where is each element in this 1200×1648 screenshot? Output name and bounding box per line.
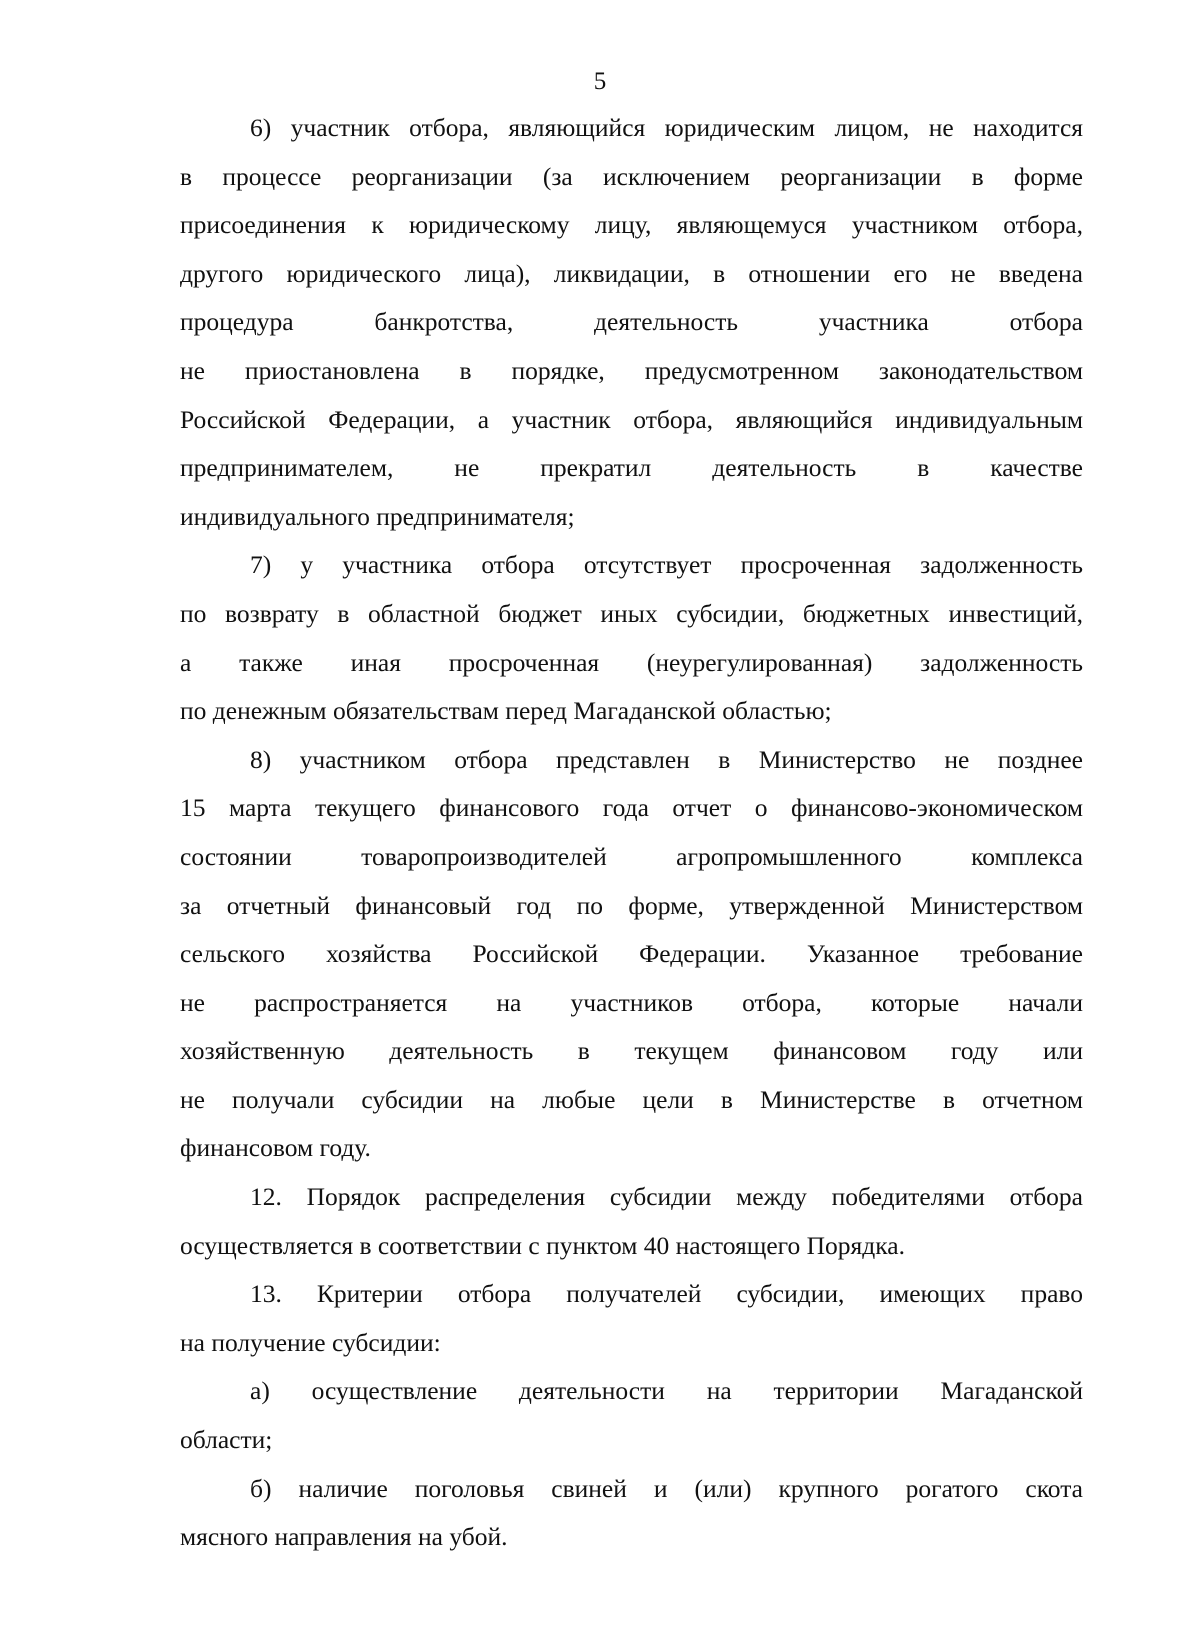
text-line: не приостановлена в порядке, предусмотренном законодательством xyxy=(180,355,1083,385)
page-number: 5 xyxy=(593,68,607,95)
text-line: осуществляется в соответствии с пунктом 40 настоящего Порядка. xyxy=(180,1230,905,1260)
text-line: по возврату в областной бюджет иных субсидии, бюджетных инвестиций, xyxy=(180,598,1083,628)
paragraph-item-7 xyxy=(180,541,1083,735)
text-line: б) наличие поголовья свиней и (или) крупного рогатого скота xyxy=(250,1473,1083,1503)
text-line: мясного направления на убой. xyxy=(180,1522,508,1552)
text-line: 6) участник отбора, являющийся юридическим лицом, не находится xyxy=(250,113,1083,142)
text-line: сельского хозяйства Российской Федерации. Указанное требование xyxy=(180,939,1083,969)
text-line: за отчетный финансовый год по форме, утвержденной Министерством xyxy=(180,890,1083,920)
text-line: в процессе реорганизации (за исключением реорганизации в форме xyxy=(180,161,1083,191)
text-line: а) осуществление деятельности на территории Магаданской xyxy=(250,1376,1083,1406)
text-line: не получали субсидии на любые цели в Министерстве в отчетном xyxy=(180,1084,1083,1114)
text-line: Российской Федерации, а участник отбора, являющийся индивидуальным xyxy=(180,404,1083,434)
text-line: не распространяется на участников отбора, которые начали xyxy=(180,987,1083,1017)
text-line: 13. Критерии отбора получателей субсидии, имеющих право xyxy=(250,1279,1083,1309)
text-line: области; xyxy=(180,1425,273,1455)
text-line: 8) участником отбора представлен в Министерство не позднее xyxy=(250,744,1083,774)
paragraph-item-6 xyxy=(180,104,1083,541)
text-line: присоединения к юридическому лицу, являющемуся участником отбора, xyxy=(180,210,1083,240)
text-line: финансовом году. xyxy=(180,1133,371,1163)
document-body xyxy=(180,104,1083,1562)
text-line: индивидуального предпринимателя; xyxy=(180,501,575,531)
text-line: по денежным обязательствам перед Магаданской областью; xyxy=(180,696,832,726)
criterion-b xyxy=(180,1465,1083,1562)
text-line: процедура банкротства, деятельность участника отбора xyxy=(180,307,1083,337)
text-line: 15 марта текущего финансового года отчет о финансово-экономическом xyxy=(180,793,1083,823)
text-line: 7) у участника отбора отсутствует просроченная задолженность xyxy=(250,550,1083,580)
text-line: а также иная просроченная (неурегулированная) задолженность xyxy=(180,647,1083,677)
text-line: другого юридического лица), ликвидации, в отношении его не введена xyxy=(180,258,1083,288)
text-line: хозяйственную деятельность в текущем финансовом году или xyxy=(180,1036,1083,1066)
text-line: состоянии товаропроизводителей агропромышленного комплекса xyxy=(180,841,1083,871)
text-line: на получение субсидии: xyxy=(180,1327,441,1357)
section-12 xyxy=(180,1173,1083,1270)
text-line: предпринимателем, не прекратил деятельность в качестве xyxy=(180,453,1083,483)
paragraph-item-8 xyxy=(180,736,1083,1173)
section-13 xyxy=(180,1270,1083,1367)
text-line: 12. Порядок распределения субсидии между победителями отбора xyxy=(250,1182,1083,1212)
criterion-a xyxy=(180,1367,1083,1464)
